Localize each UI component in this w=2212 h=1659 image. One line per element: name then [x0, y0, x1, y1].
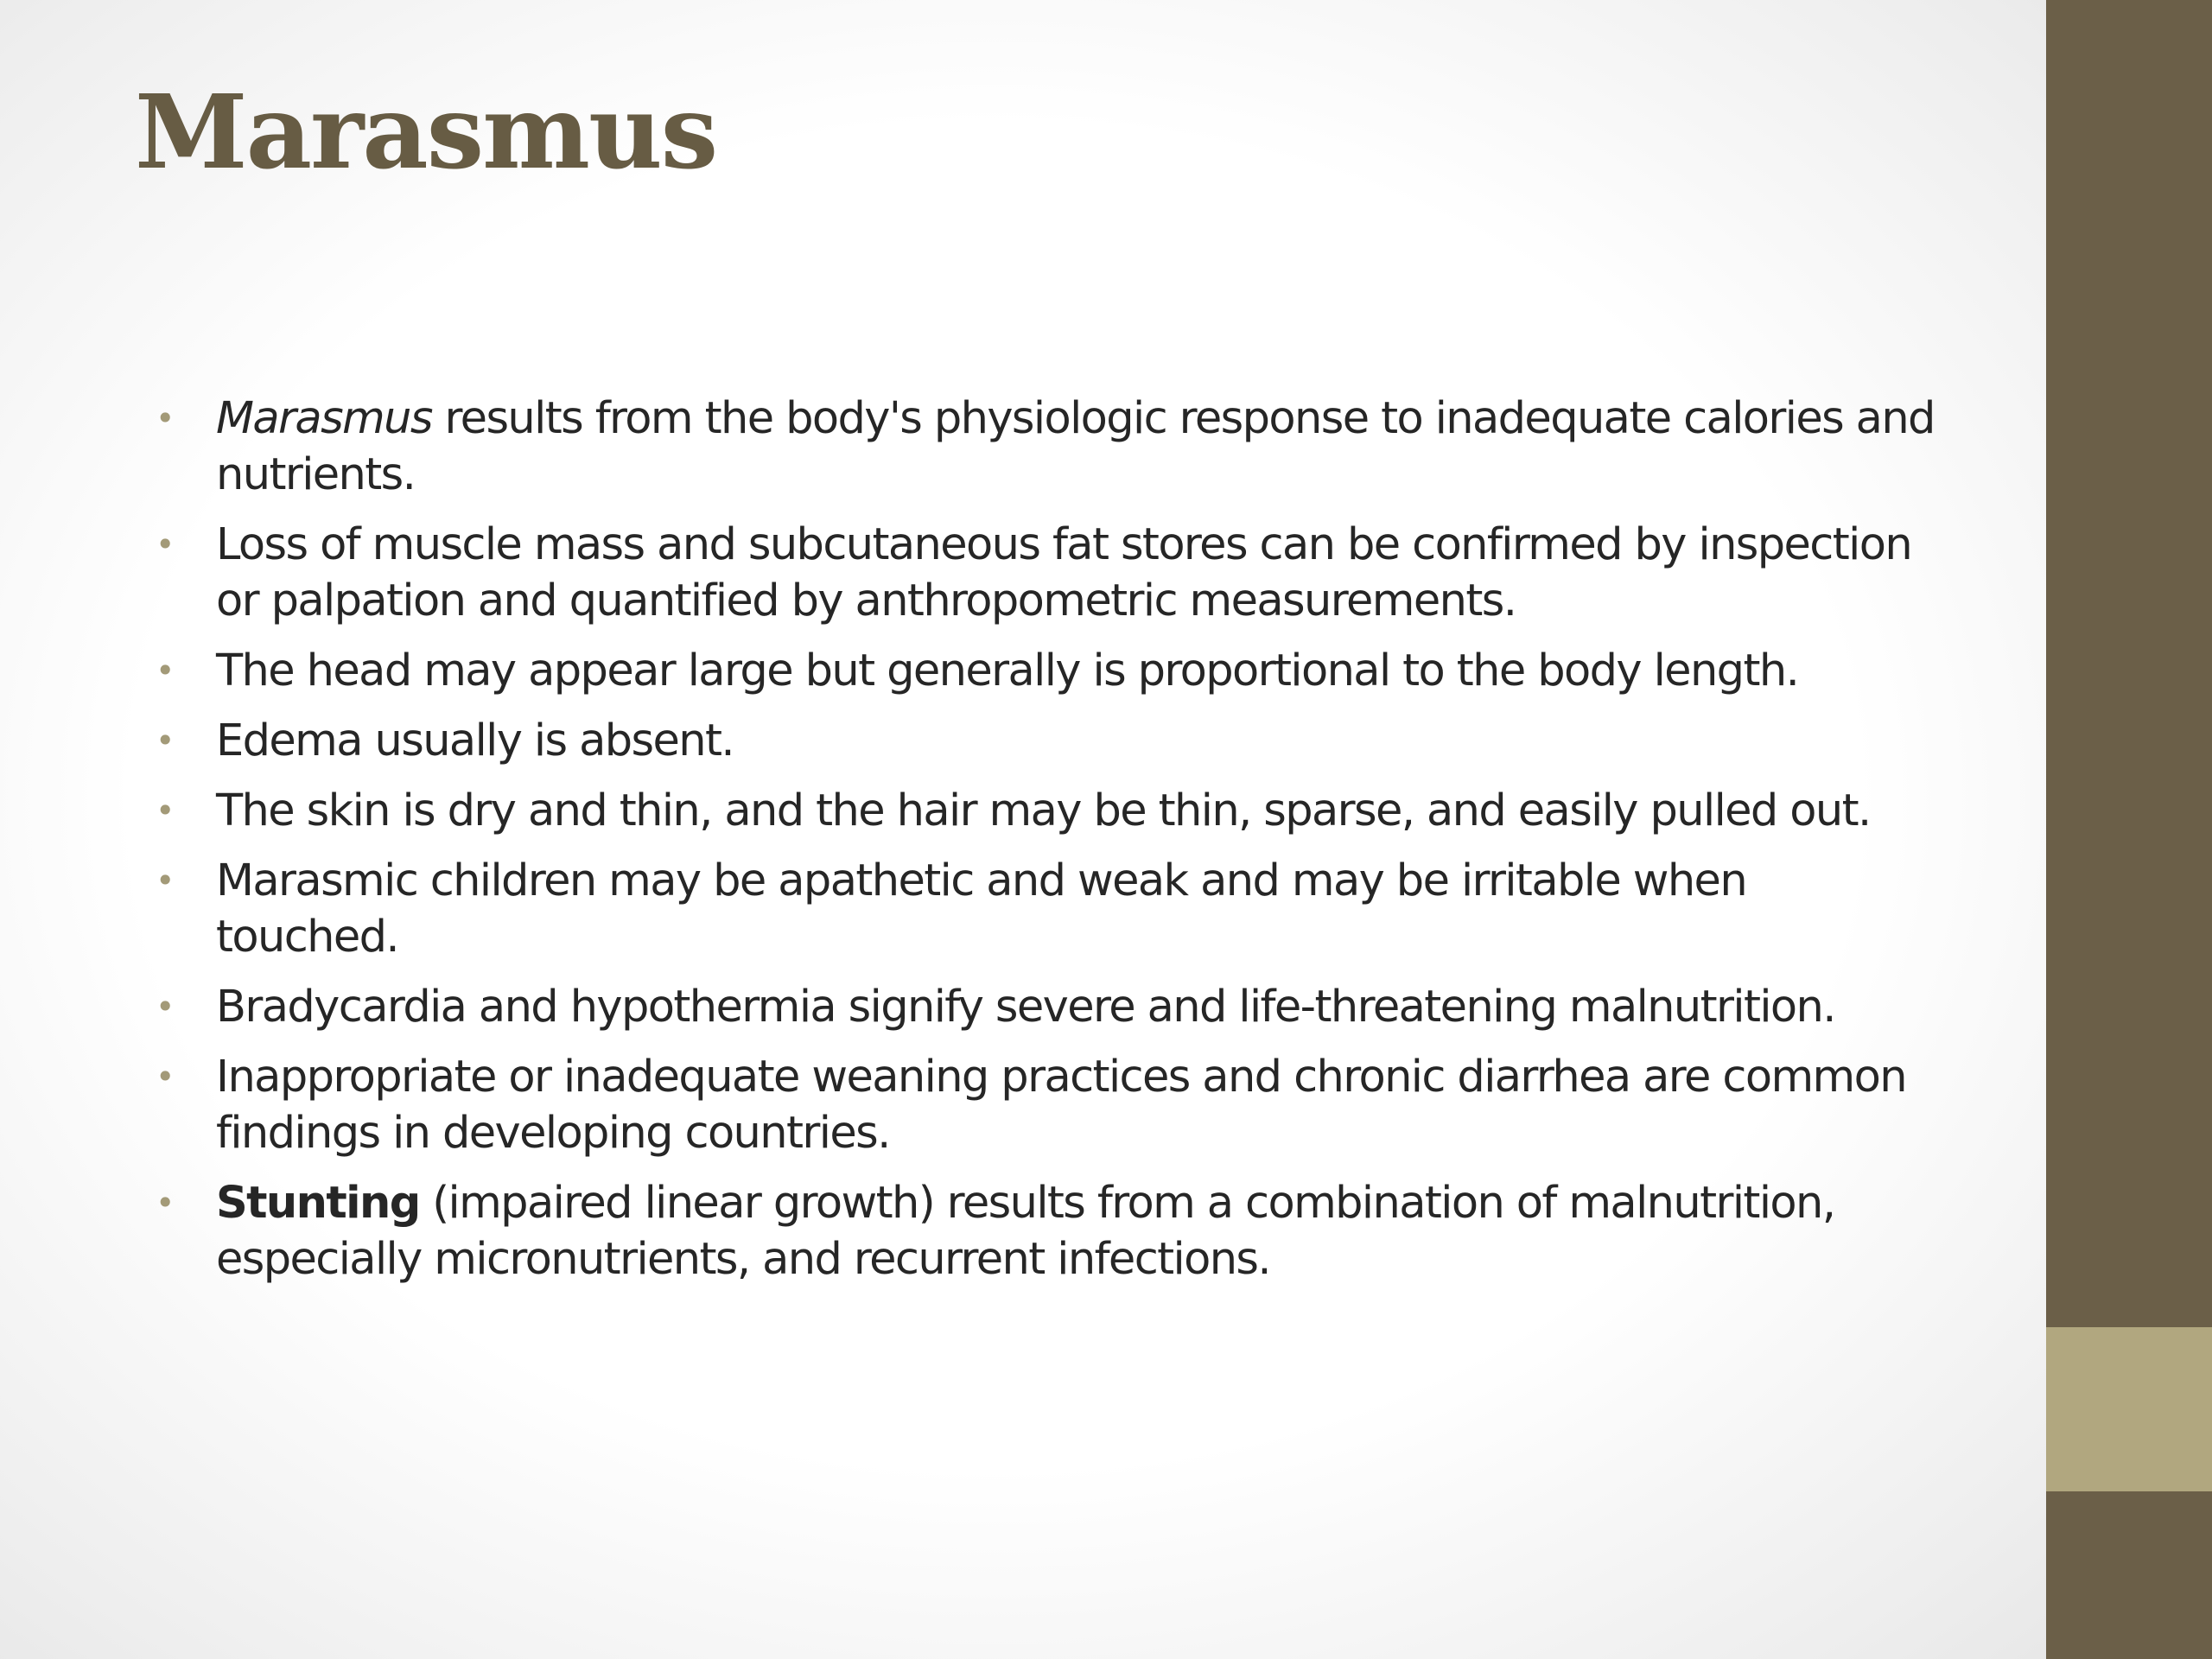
bullet-dot-icon: •	[156, 399, 174, 437]
bullet-item	[156, 1049, 1936, 1161]
bullet-dot-icon: •	[156, 721, 174, 760]
bullet-text: Loss of muscle mass and subcutaneous fat stores can be confirmed by inspection or palpation and quantified by anthropometric measurements.	[216, 519, 1912, 626]
slide-title: Marasmus	[135, 72, 717, 192]
bullet-emphasis: Marasmus	[216, 393, 432, 444]
bullet-emphasis: Stunting	[216, 1178, 420, 1229]
bullet-text: (impaired linear growth) results from a combination of malnutrition, especially micronutrients, and recurrent infections.	[216, 1178, 1835, 1285]
bullet-dot-icon: •	[156, 988, 174, 1026]
bullet-text: The skin is dry and thin, and the hair may be thin, sparse, and easily pulled out.	[216, 785, 1871, 836]
bullet-text: Marasmic children may be apathetic and weak and may be irritable when touched.	[216, 855, 1747, 963]
side-bar-accent	[2046, 1327, 2212, 1491]
bullet-dot-icon: •	[156, 1058, 174, 1096]
bullet-text: results from the body's physiologic response to inadequate calories and nutrients.	[216, 393, 1935, 500]
bullet-text: Inappropriate or inadequate weaning practices and chronic diarrhea are common findings in developing countries.	[216, 1052, 1906, 1159]
bullet-dot-icon: •	[156, 525, 174, 563]
bullet-item	[156, 391, 1936, 503]
bullet-text: Bradycardia and hypothermia signify severe and life-threatening malnutrition.	[216, 982, 1835, 1033]
bullet-item	[156, 713, 1936, 769]
bullet-dot-icon: •	[156, 1184, 174, 1222]
bullet-item	[156, 1175, 1936, 1287]
bullet-item	[156, 783, 1936, 839]
bullet-dot-icon: •	[156, 791, 174, 830]
bullet-item	[156, 517, 1936, 629]
bullet-dot-icon: •	[156, 652, 174, 690]
bullet-item	[156, 979, 1936, 1035]
bullet-text: Edema usually is absent.	[216, 715, 734, 766]
bullet-item	[156, 853, 1936, 965]
bullet-list	[156, 391, 1936, 1301]
bullet-item	[156, 643, 1936, 699]
bullet-dot-icon: •	[156, 861, 174, 899]
bullet-text: The head may appear large but generally is proportional to the body length.	[216, 645, 1799, 696]
